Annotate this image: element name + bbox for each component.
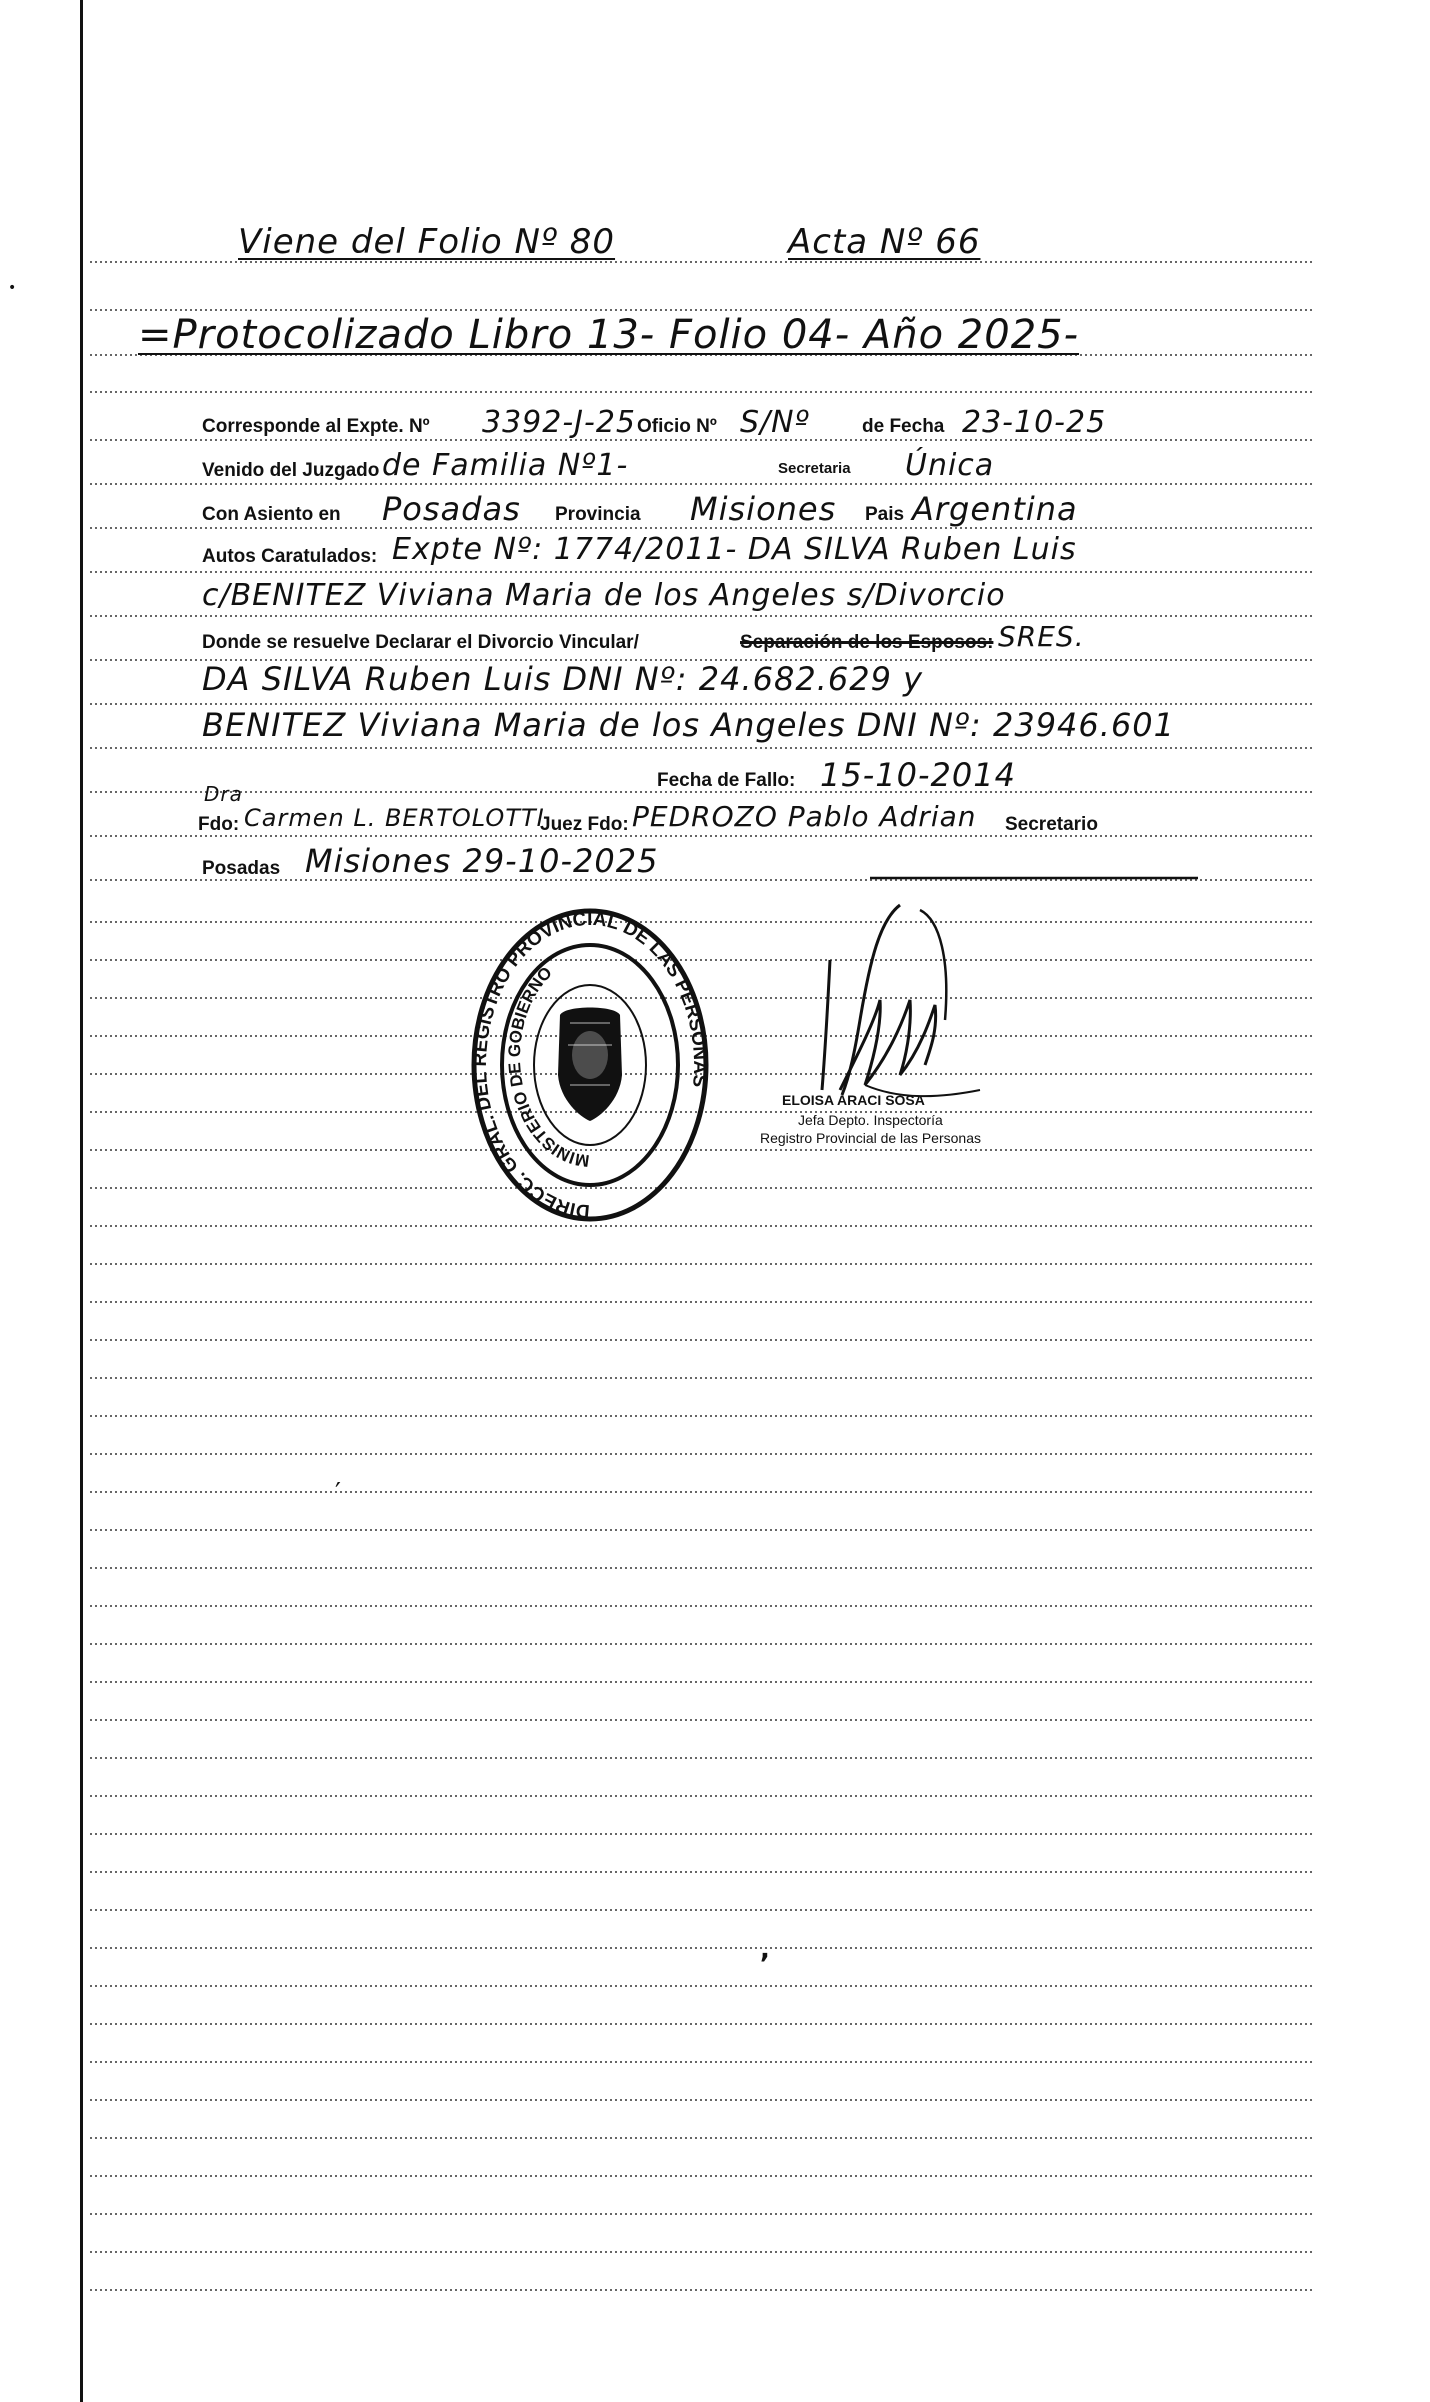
secretaria-label: Secretaria — [778, 460, 851, 477]
fecha-fallo-value: 15-10-2014 — [820, 756, 1016, 794]
juzgado-value: de Familia Nº1- — [382, 448, 629, 483]
expte-value: 3392-J-25 — [482, 405, 637, 440]
signer-office: Registro Provincial de las Personas — [760, 1130, 981, 1146]
fdo-label: Fdo: — [198, 814, 240, 835]
seal-outer-text: DIRECC. GRAL. DEL REGISTRO PROVINCIAL DE LAS PERSONAS — [470, 908, 710, 1222]
acta-number: Acta Nº 66 — [788, 222, 981, 262]
autos-line-1: Expte Nº: 1774/2011- DA SILVA Ruben Luis — [392, 532, 1077, 567]
provincia-value: Misiones — [690, 490, 837, 528]
official-seal — [470, 905, 710, 1225]
provincia-label: Provincia — [555, 504, 641, 525]
fecha-fallo-label: Fecha de Fallo: — [657, 770, 796, 791]
juez-label: Juez Fdo: — [540, 814, 629, 835]
protocolizado-line: =Protocolizado Libro 13- Folio 04- Año 2025- — [138, 312, 1080, 358]
stray-mark: • — [8, 280, 17, 296]
signer-name: ELOISA ARACI SOSA — [782, 1092, 925, 1108]
seal-inner-text: MINISTERIO DE GOBIERNO — [504, 963, 591, 1171]
secretaria-value: Única — [905, 448, 995, 483]
stray-mark: , — [760, 1935, 770, 1965]
pais-label: Pais — [865, 504, 905, 525]
venido-label: Venido del Juzgado — [202, 460, 380, 481]
coat-of-arms-icon — [558, 1008, 622, 1122]
fecha-value: 23-10-25 — [962, 405, 1107, 440]
posadas-label: Posadas — [202, 858, 281, 879]
asiento-label: Con Asiento en — [202, 504, 341, 525]
autos-line-2: c/BENITEZ Viviana Maria de los Angeles s/Divorcio — [202, 578, 1006, 613]
juez-value: Carmen L. BERTOLOTTI — [244, 804, 545, 832]
handwritten-signature — [770, 900, 1000, 1120]
esposa-line: BENITEZ Viviana Maria de los Angeles DNI Nº: 23946.601 — [202, 706, 1176, 744]
signer-title: Jefa Depto. Inspectoría — [798, 1112, 943, 1128]
secretario-value: PEDROZO Pablo Adrian — [632, 800, 977, 833]
dra-prefix: Dra — [204, 782, 243, 806]
esposos-value: SRES. — [998, 620, 1085, 653]
fecha-label: de Fecha — [862, 416, 945, 437]
secretario-label: Secretario — [1005, 814, 1098, 835]
viene-del-folio: Viene del Folio Nº 80 — [238, 222, 616, 262]
oficio-label: Oficio Nº — [637, 416, 717, 437]
donde-label: Donde se resuelve Declarar el Divorcio Vincular/ — [202, 632, 639, 653]
posadas-value: Misiones 29-10-2025 — [305, 842, 659, 880]
autos-label: Autos Caratulados: — [202, 546, 378, 567]
pais-value: Argentina — [912, 490, 1078, 528]
asiento-value: Posadas — [382, 490, 521, 528]
stray-mark: ′ — [335, 1478, 341, 1508]
oficio-value: S/Nº — [740, 405, 810, 440]
corresponde-label: Corresponde al Expte. Nº — [202, 416, 430, 437]
esposo-line: DA SILVA Ruben Luis DNI Nº: 24.682.629 y — [202, 660, 924, 698]
separacion-struck: Separación de los Esposos: — [740, 632, 994, 653]
